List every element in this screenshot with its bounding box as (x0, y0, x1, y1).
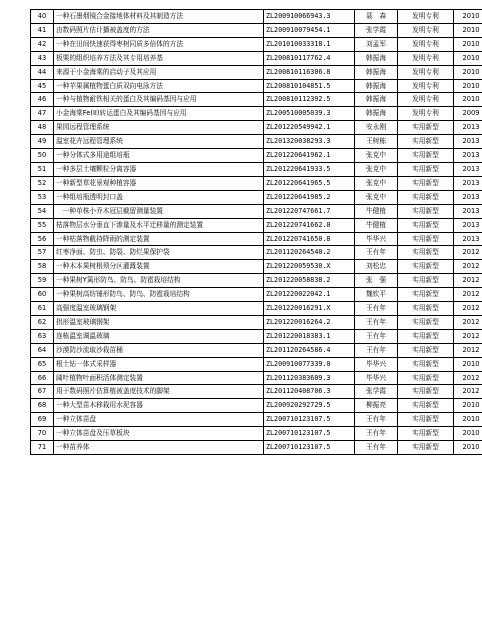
grant-year: 2013 (454, 162, 482, 176)
grant-year: 2010 (454, 65, 482, 79)
patent-type: 实用新型 (398, 232, 454, 246)
grant-year: 2012 (454, 371, 482, 385)
grant-year: 2013 (454, 204, 482, 218)
inventor-name: 张 强 (355, 274, 398, 288)
patent-number: ZL200710123107.5 (264, 413, 355, 427)
row-number: 51 (31, 162, 54, 176)
inventor-name: 王有年 (355, 315, 398, 329)
patent-number: ZL201220741650.8 (264, 232, 355, 246)
inventor-name: 王树栋 (355, 135, 398, 149)
patent-type: 实用新型 (398, 260, 454, 274)
patent-type: 发明专利 (398, 107, 454, 121)
patent-name: 一种立体苗盘及压草板块 (54, 427, 264, 441)
patent-name: 拱形温室玻璃钢架 (54, 315, 264, 329)
grant-year: 2010 (454, 23, 482, 37)
row-number: 58 (31, 260, 54, 274)
patent-name: 温室花卉远程管理系统 (54, 135, 264, 149)
patent-number: ZL201220016264.2 (264, 315, 355, 329)
patent-type: 实用新型 (398, 357, 454, 371)
table-row (31, 176, 482, 190)
table-row (31, 385, 482, 399)
patent-number: ZL201220641985.2 (264, 190, 355, 204)
grant-year: 2013 (454, 121, 482, 135)
row-number: 43 (31, 51, 54, 65)
patent-name: 板栗的组织培养方法及其专用培养基 (54, 51, 264, 65)
inventor-name: 张克中 (355, 162, 398, 176)
patent-name: 一种与植物耐铁相关的蛋白及其编码基因与应用 (54, 93, 264, 107)
patent-number: ZL200810112392.5 (264, 93, 355, 107)
inventor-name: 韩振海 (355, 51, 398, 65)
grant-year: 2012 (454, 385, 482, 399)
patent-name: 一种苗养体 (54, 441, 264, 455)
row-number: 65 (31, 357, 54, 371)
patent-type: 实用新型 (398, 204, 454, 218)
patent-number: ZL201220641965.5 (264, 176, 355, 190)
patent-name: 一种组培瓶透明封口盖 (54, 190, 264, 204)
table-row (31, 246, 482, 260)
patent-name: 一种果树高纺锤形防鸟、防鸟、防雹栽培结构 (54, 288, 264, 302)
table-row (31, 413, 482, 427)
table-row (31, 441, 482, 455)
patent-name: 沙漠防沙流取沙栽苗桶 (54, 343, 264, 357)
patent-name: 一种单株小乔木冠层截留测量装置 (54, 204, 264, 218)
grant-year: 2009 (454, 107, 482, 121)
patent-name: 一种在田间快速获得枣树同质多倍体的方法 (54, 37, 264, 51)
patent-number: ZL201220058838.2 (264, 274, 355, 288)
patent-type: 实用新型 (398, 246, 454, 260)
row-number: 57 (31, 246, 54, 260)
patent-list-page (30, 9, 482, 455)
grant-year: 2013 (454, 190, 482, 204)
inventor-name: 柳振亮 (355, 399, 398, 413)
patent-type: 实用新型 (398, 302, 454, 316)
grant-year: 2013 (454, 176, 482, 190)
inventor-name: 毕华兴 (355, 232, 398, 246)
patent-type: 实用新型 (398, 441, 454, 455)
patent-name: 阔叶植物叶面积活体测定装置 (54, 371, 264, 385)
row-number: 71 (31, 441, 54, 455)
grant-year: 2010 (454, 37, 482, 51)
patent-number: ZL201320038293.3 (264, 135, 355, 149)
table-row (31, 37, 482, 51)
inventor-name: 魏钦平 (355, 288, 398, 302)
grant-year: 2013 (454, 232, 482, 246)
patent-number: ZL201220016291.X (264, 302, 355, 316)
patent-type: 实用新型 (398, 329, 454, 343)
grant-year: 2010 (454, 79, 482, 93)
inventor-name: 张学霞 (355, 385, 398, 399)
patent-type: 实用新型 (398, 274, 454, 288)
patent-name: 用于数码照片估算植被盖度技术的脚架 (54, 385, 264, 399)
table-row (31, 427, 482, 441)
grant-year: 2010 (454, 93, 482, 107)
inventor-name: 韩振海 (355, 107, 398, 121)
table-row (31, 65, 482, 79)
patent-table (30, 9, 482, 455)
row-number: 40 (31, 10, 54, 24)
patent-number: ZL200810116306.8 (264, 65, 355, 79)
row-number: 41 (31, 23, 54, 37)
row-number: 52 (31, 176, 54, 190)
patent-name: 高强度温室玻璃钢架 (54, 302, 264, 316)
row-number: 70 (31, 427, 54, 441)
grant-year: 2013 (454, 149, 482, 163)
row-number: 64 (31, 343, 54, 357)
row-number: 45 (31, 79, 54, 93)
table-row (31, 190, 482, 204)
patent-name: 一种大型苗木移栽用水泥容器 (54, 399, 264, 413)
patent-type: 发明专利 (398, 79, 454, 93)
inventor-name: 毕华兴 (355, 357, 398, 371)
inventor-name: 王有年 (355, 413, 398, 427)
table-row (31, 204, 482, 218)
patent-number: ZL201220747661.7 (264, 204, 355, 218)
table-row (31, 107, 482, 121)
inventor-name: 张克中 (355, 149, 398, 163)
patent-name: 一种木本果树根须分区灌溉装置 (54, 260, 264, 274)
patent-name: 一种果树Y篱形防鸟、防鸟、防雹栽培结构 (54, 274, 264, 288)
row-number: 67 (31, 385, 54, 399)
row-number: 49 (31, 135, 54, 149)
patent-type: 实用新型 (398, 315, 454, 329)
patent-type: 发明专利 (398, 51, 454, 65)
row-number: 55 (31, 218, 54, 232)
patent-type: 实用新型 (398, 413, 454, 427)
inventor-name: 毕华兴 (355, 371, 398, 385)
inventor-name: 张克中 (355, 176, 398, 190)
grant-year: 2012 (454, 329, 482, 343)
patent-number: ZL200810104851.5 (264, 79, 355, 93)
row-number: 62 (31, 315, 54, 329)
grant-year: 2012 (454, 274, 482, 288)
table-row (31, 23, 482, 37)
row-number: 66 (31, 371, 54, 385)
table-row (31, 51, 482, 65)
grant-year: 2012 (454, 343, 482, 357)
inventor-name: 刘松忠 (355, 260, 398, 274)
patent-type: 发明专利 (398, 23, 454, 37)
grant-year: 2012 (454, 260, 482, 274)
row-number: 50 (31, 149, 54, 163)
grant-year: 2010 (454, 357, 482, 371)
patent-number: ZL200710123107.5 (264, 441, 355, 455)
inventor-name: 王有年 (355, 441, 398, 455)
patent-number: ZL200510005039.3 (264, 107, 355, 121)
patent-name: 红枣净面、防虫、防裂、防烂果保护袋 (54, 246, 264, 260)
grant-year: 2010 (454, 413, 482, 427)
grant-year: 2012 (454, 315, 482, 329)
inventor-name: 刘孟军 (355, 37, 398, 51)
table-row (31, 79, 482, 93)
table-row (31, 371, 482, 385)
patent-type: 实用新型 (398, 427, 454, 441)
row-number: 54 (31, 204, 54, 218)
patent-number: ZL200710123107.5 (264, 427, 355, 441)
grant-year: 2010 (454, 441, 482, 455)
row-number: 42 (31, 37, 54, 51)
patent-name: 连栋温室调温玻璃 (54, 329, 264, 343)
patent-name: 一种新型草花景观种植容器 (54, 176, 264, 190)
inventor-name: 王有年 (355, 329, 398, 343)
patent-number: ZL200810117762.4 (264, 51, 355, 65)
row-number: 69 (31, 413, 54, 427)
patent-type: 实用新型 (398, 399, 454, 413)
patent-number: ZL200910077339.0 (264, 357, 355, 371)
patent-number: ZL201120383609.3 (264, 371, 355, 385)
table-row (31, 10, 482, 24)
patent-type: 实用新型 (398, 288, 454, 302)
inventor-name: 王有年 (355, 427, 398, 441)
row-number: 44 (31, 65, 54, 79)
row-number: 68 (31, 399, 54, 413)
table-row (31, 357, 482, 371)
table-row (31, 329, 482, 343)
row-number: 61 (31, 302, 54, 316)
patent-name: 一种立体苗盘 (54, 413, 264, 427)
grant-year: 2010 (454, 399, 482, 413)
patent-type: 实用新型 (398, 135, 454, 149)
patent-type: 实用新型 (398, 385, 454, 399)
patent-name: 小金海棠Fe(II)转运蛋白及其编码基因与应用 (54, 107, 264, 121)
row-number: 56 (31, 232, 54, 246)
inventor-name: 王有年 (355, 343, 398, 357)
table-row (31, 399, 482, 413)
table-row (31, 260, 482, 274)
inventor-name: 安永刚 (355, 121, 398, 135)
grant-year: 2010 (454, 10, 482, 24)
inventor-name: 韩振海 (355, 79, 398, 93)
table-row (31, 121, 482, 135)
patent-number: ZL200920292729.5 (264, 399, 355, 413)
grant-year: 2012 (454, 288, 482, 302)
patent-number: ZL201220741662.0 (264, 218, 355, 232)
row-number: 53 (31, 190, 54, 204)
table-row (31, 302, 482, 316)
patent-name: 由数码照片估计播被盖度的方法 (54, 23, 264, 37)
inventor-name: 聂 森 (355, 10, 398, 24)
patent-name: 一种分体式多用途组培瓶 (54, 149, 264, 163)
patent-table-body (31, 10, 482, 455)
grant-year: 2013 (454, 135, 482, 149)
patent-number: ZL200910079454.1 (264, 23, 355, 37)
patent-type: 实用新型 (398, 343, 454, 357)
grant-year: 2013 (454, 218, 482, 232)
inventor-name: 张克中 (355, 190, 398, 204)
inventor-name: 韩振海 (355, 93, 398, 107)
patent-number: ZL201220549942.1 (264, 121, 355, 135)
patent-name: 根土钻一体式采样器 (54, 357, 264, 371)
patent-number: ZL201120264540.2 (264, 246, 355, 260)
patent-name: 果园远程管理系统 (54, 121, 264, 135)
patent-name: 一种多层土壤颗粒分离容器 (54, 162, 264, 176)
grant-year: 2010 (454, 427, 482, 441)
patent-name: 一种苹果属植物蛋白质双向电泳方法 (54, 79, 264, 93)
patent-number: ZL201120264586.4 (264, 343, 355, 357)
patent-name: 来源于小金海棠的启动子及其应用 (54, 65, 264, 79)
inventor-name: 牛健植 (355, 218, 398, 232)
inventor-name: 王有年 (355, 302, 398, 316)
patent-number: ZL201220018383.1 (264, 329, 355, 343)
table-row (31, 149, 482, 163)
table-row (31, 162, 482, 176)
patent-type: 实用新型 (398, 149, 454, 163)
patent-number: ZL201220641962.1 (264, 149, 355, 163)
patent-number: ZL201220022042.1 (264, 288, 355, 302)
patent-type: 实用新型 (398, 176, 454, 190)
patent-type: 实用新型 (398, 218, 454, 232)
patent-type: 实用新型 (398, 371, 454, 385)
patent-name: 一种枯落物截持降雨的测定装置 (54, 232, 264, 246)
patent-number: ZL201120408706.3 (264, 385, 355, 399)
row-number: 60 (31, 288, 54, 302)
patent-type: 实用新型 (398, 162, 454, 176)
row-number: 46 (31, 93, 54, 107)
row-number: 48 (31, 121, 54, 135)
table-row (31, 93, 482, 107)
grant-year: 2010 (454, 51, 482, 65)
inventor-name: 牛健植 (355, 204, 398, 218)
inventor-name: 韩振海 (355, 65, 398, 79)
table-row (31, 274, 482, 288)
row-number: 63 (31, 329, 54, 343)
inventor-name: 张学霞 (355, 23, 398, 37)
patent-type: 发明专利 (398, 65, 454, 79)
table-row (31, 343, 482, 357)
patent-type: 发明专利 (398, 93, 454, 107)
patent-type: 发明专利 (398, 10, 454, 24)
grant-year: 2012 (454, 302, 482, 316)
patent-type: 实用新型 (398, 190, 454, 204)
row-number: 47 (31, 107, 54, 121)
patent-number: ZL200910066943.3 (264, 10, 355, 24)
table-row (31, 288, 482, 302)
patent-name: 一种石墨烟镜合金接地体材料及其制造方法 (54, 10, 264, 24)
table-row (31, 135, 482, 149)
patent-name: 枯落物层水分垂直下渗量及水平迁移量的测定装置 (54, 218, 264, 232)
patent-number: ZL201010033318.1 (264, 37, 355, 51)
row-number: 59 (31, 274, 54, 288)
table-row (31, 218, 482, 232)
table-row (31, 232, 482, 246)
grant-year: 2012 (454, 246, 482, 260)
patent-number: ZL201220641933.5 (264, 162, 355, 176)
table-row (31, 315, 482, 329)
inventor-name: 王有年 (355, 246, 398, 260)
patent-type: 实用新型 (398, 121, 454, 135)
patent-number: ZL201220059530.X (264, 260, 355, 274)
patent-type: 发明专利 (398, 37, 454, 51)
